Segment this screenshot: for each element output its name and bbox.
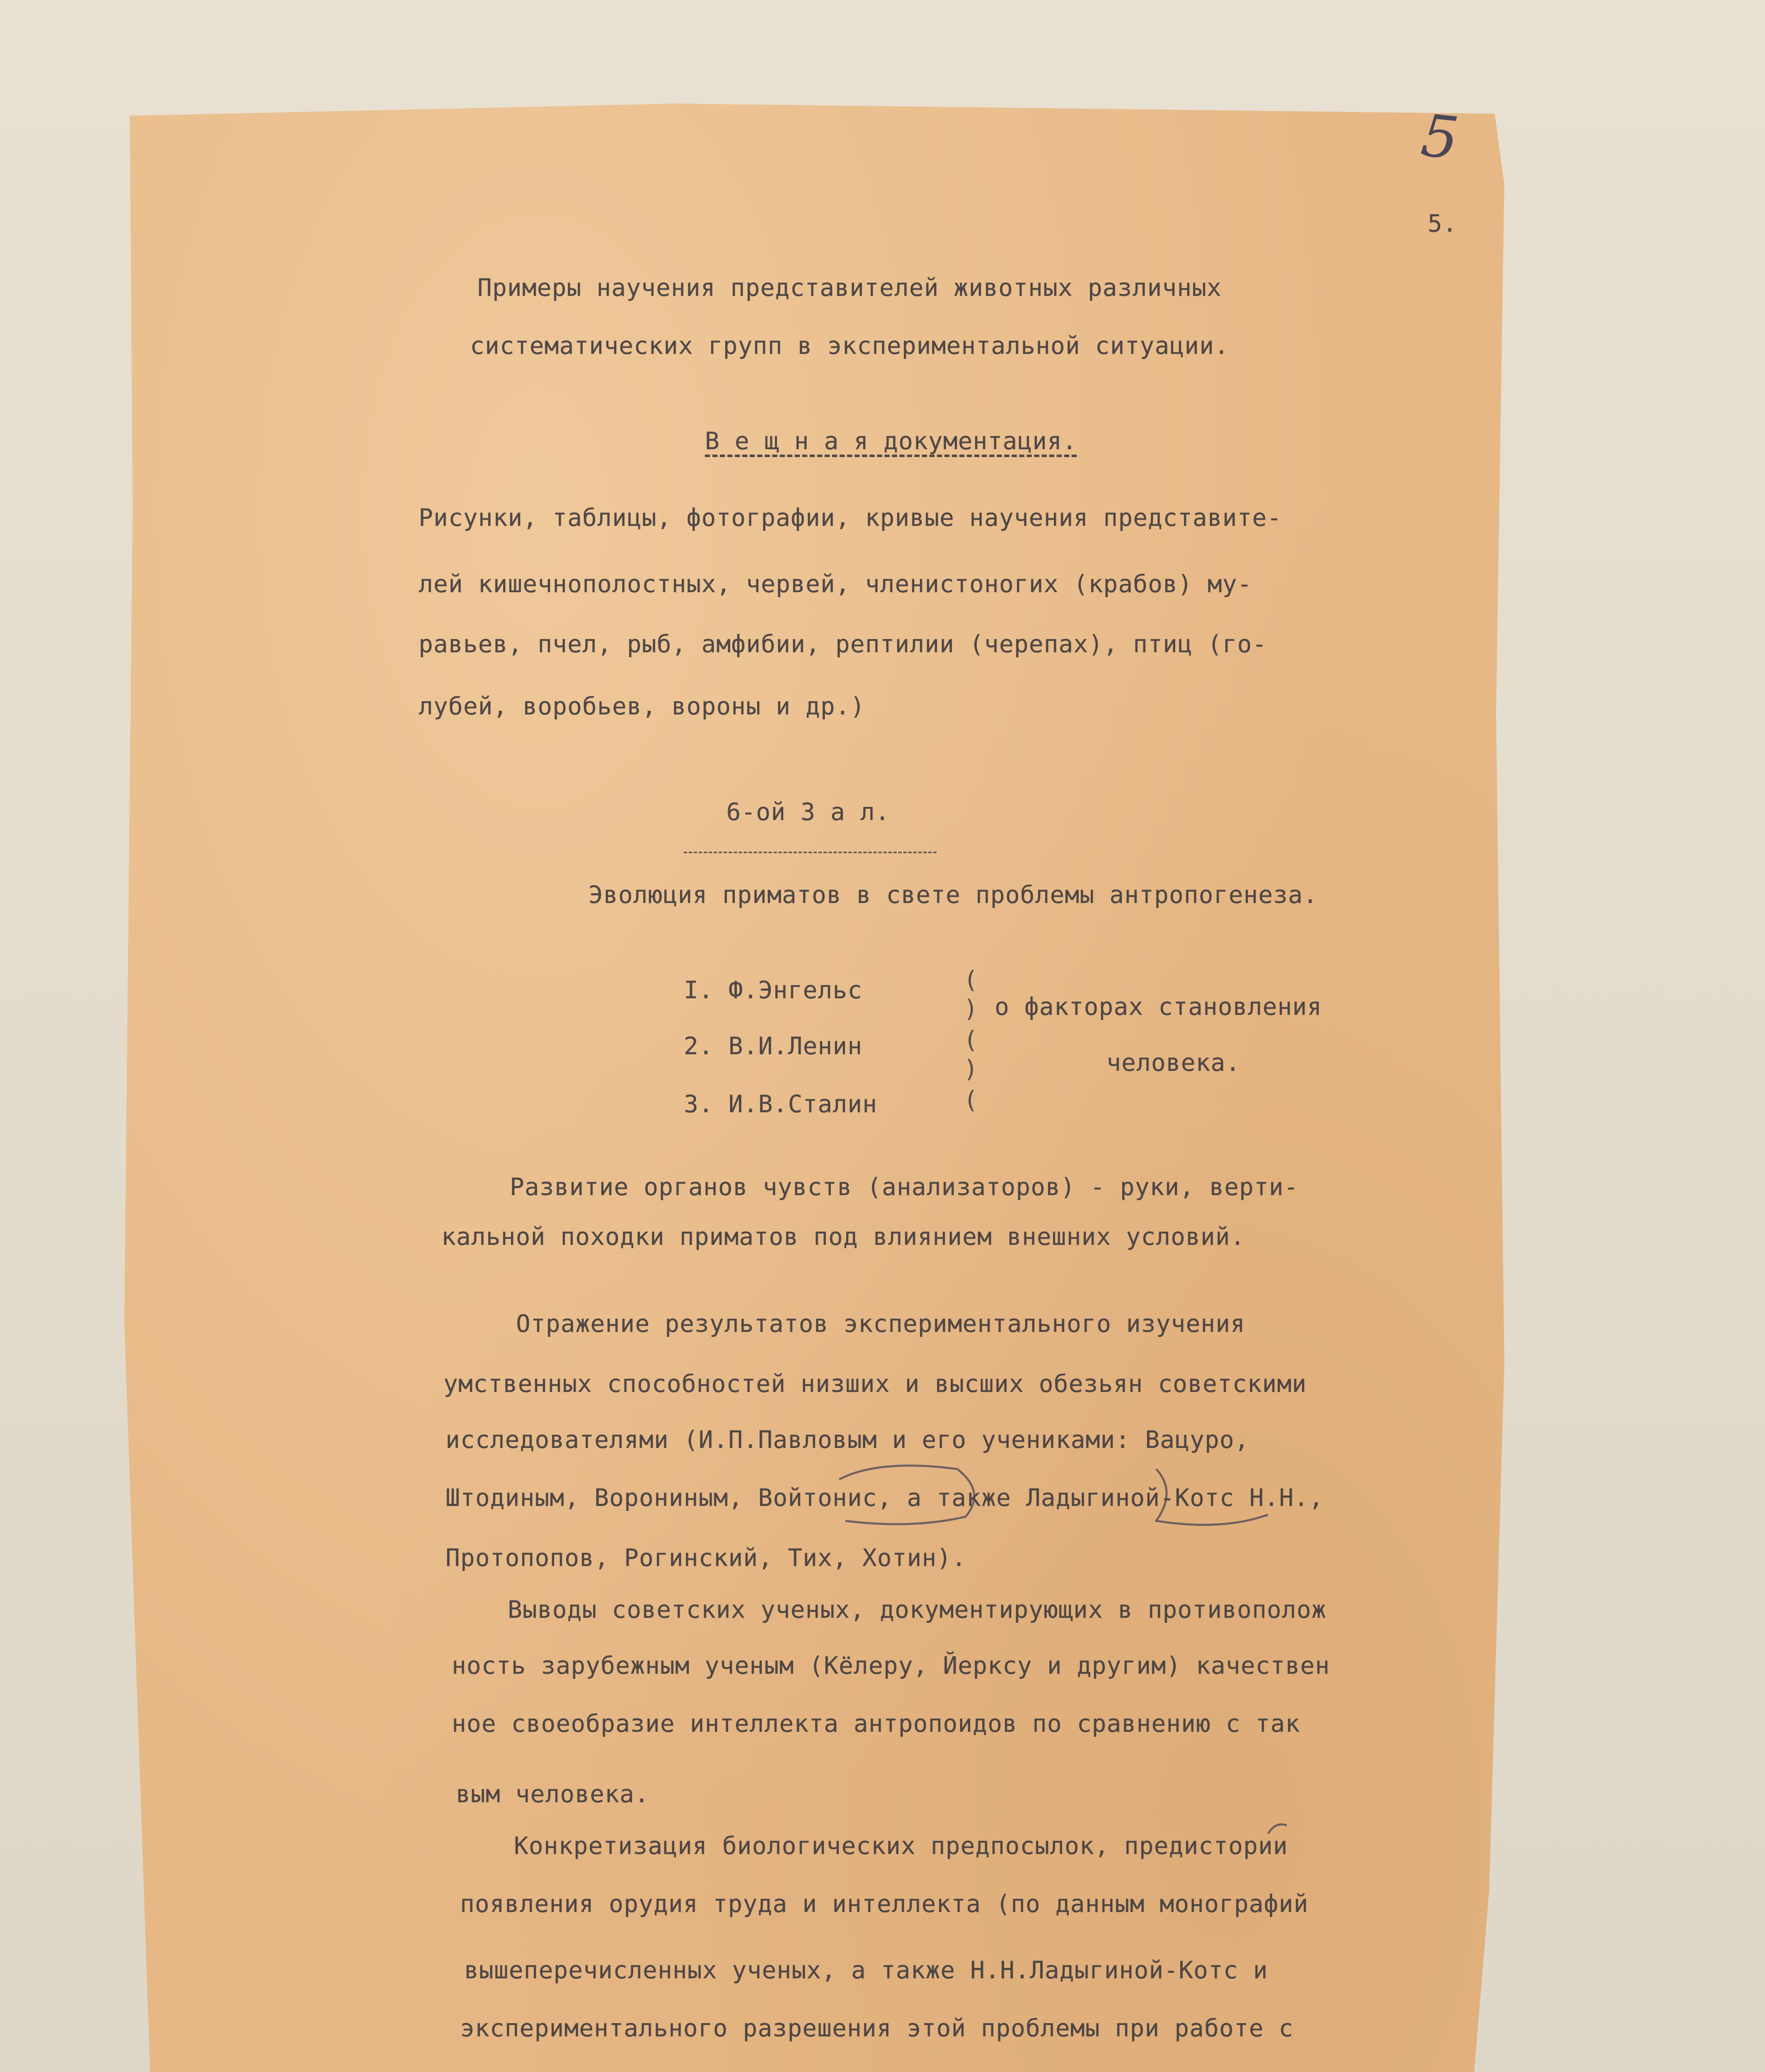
concretization-line-4: экспериментального разрешения этой проблемы при работе с	[460, 2014, 1294, 2042]
conclusions-line-3: ное своеобразие интеллекта антропоидов по сравнению с так	[452, 1709, 1300, 1738]
reflection-line-5: Протопопов, Рогинский, Тих, Хотин).	[445, 1544, 967, 1572]
brace-mark-3: (	[964, 1026, 978, 1054]
concretization-line-3: вышеперечисленных ученых, а также Н.Н.Ладыгиной-Котс и	[464, 1956, 1268, 1984]
heading-underline-rule	[684, 852, 937, 853]
authors-topic-line-1: о факторах становления	[995, 992, 1322, 1021]
veshchnaya-line-4: лубей, воробьев, вороны и др.)	[419, 692, 865, 720]
section-heading-hall-6: 6-ой З а л.	[726, 798, 890, 826]
brace-mark-4: )	[964, 1055, 978, 1083]
archive-folio-number: 5	[1418, 102, 1462, 173]
intro-line-1: Примеры научения представителей животных различных	[477, 274, 1222, 302]
hall-subtitle: Эволюция приматов в свете проблемы антропогенеза.	[588, 881, 1318, 909]
reflection-line-1: Отражение результатов экспериментального изучения	[516, 1310, 1246, 1338]
page-number: 5.	[1428, 209, 1458, 237]
section-heading-veshchnaya: В е щ н а я документация.	[705, 427, 1077, 455]
veshchnaya-line-1: Рисунки, таблицы, фотографии, кривые научения представите-	[419, 503, 1282, 532]
authors-topic-line-2: человека.	[1106, 1048, 1241, 1077]
brace-mark-5: (	[964, 1086, 978, 1114]
veshchnaya-line-3: равьев, пчел, рыб, амфибии, рептилии (черепах), птиц (го-	[419, 630, 1267, 658]
conclusions-line-4: вым человека.	[456, 1780, 649, 1808]
brace-mark-2: )	[964, 995, 978, 1023]
conclusions-line-2: ность зарубежным ученым (Кёлеру, Йерксу и другим) качествен	[452, 1651, 1330, 1680]
conclusions-line-1: Выводы советских ученых, документирующих в противополож	[508, 1595, 1327, 1624]
senses-line-1: Развитие органов чувств (анализаторов) - руки, верти-	[510, 1173, 1299, 1201]
concretization-line-2: появления орудия труда и интеллекта (по данным монографий	[460, 1890, 1309, 1918]
reflection-line-4: Штодиным, Ворониным, Войтонис, а также Ладыгиной-Котс Н.Н.,	[445, 1484, 1324, 1512]
senses-line-2: кальной походки приматов под влиянием внешних условий.	[441, 1222, 1245, 1251]
veshchnaya-line-2: лей кишечнополостных, червей, членистоногих (крабов) му-	[419, 570, 1252, 598]
author-lenin: 2. В.И.Ленин	[684, 1032, 863, 1060]
reflection-line-2: умственных способностей низших и высших обезьян советскими	[443, 1370, 1307, 1398]
aged-paper-sheet	[124, 104, 1504, 2072]
reflection-line-3: исследователями (И.П.Павловым и его учениками: Вацуро,	[445, 1426, 1249, 1454]
author-stalin: 3. И.В.Сталин	[684, 1090, 877, 1118]
intro-line-2: систематических групп в экспериментальной ситуации.	[470, 332, 1229, 360]
concretization-line-1: Конкретизация биологических предпосылок, предистории	[514, 1832, 1288, 1860]
author-engels: I. Ф.Энгельс	[684, 976, 863, 1004]
brace-mark-1: (	[964, 966, 978, 994]
